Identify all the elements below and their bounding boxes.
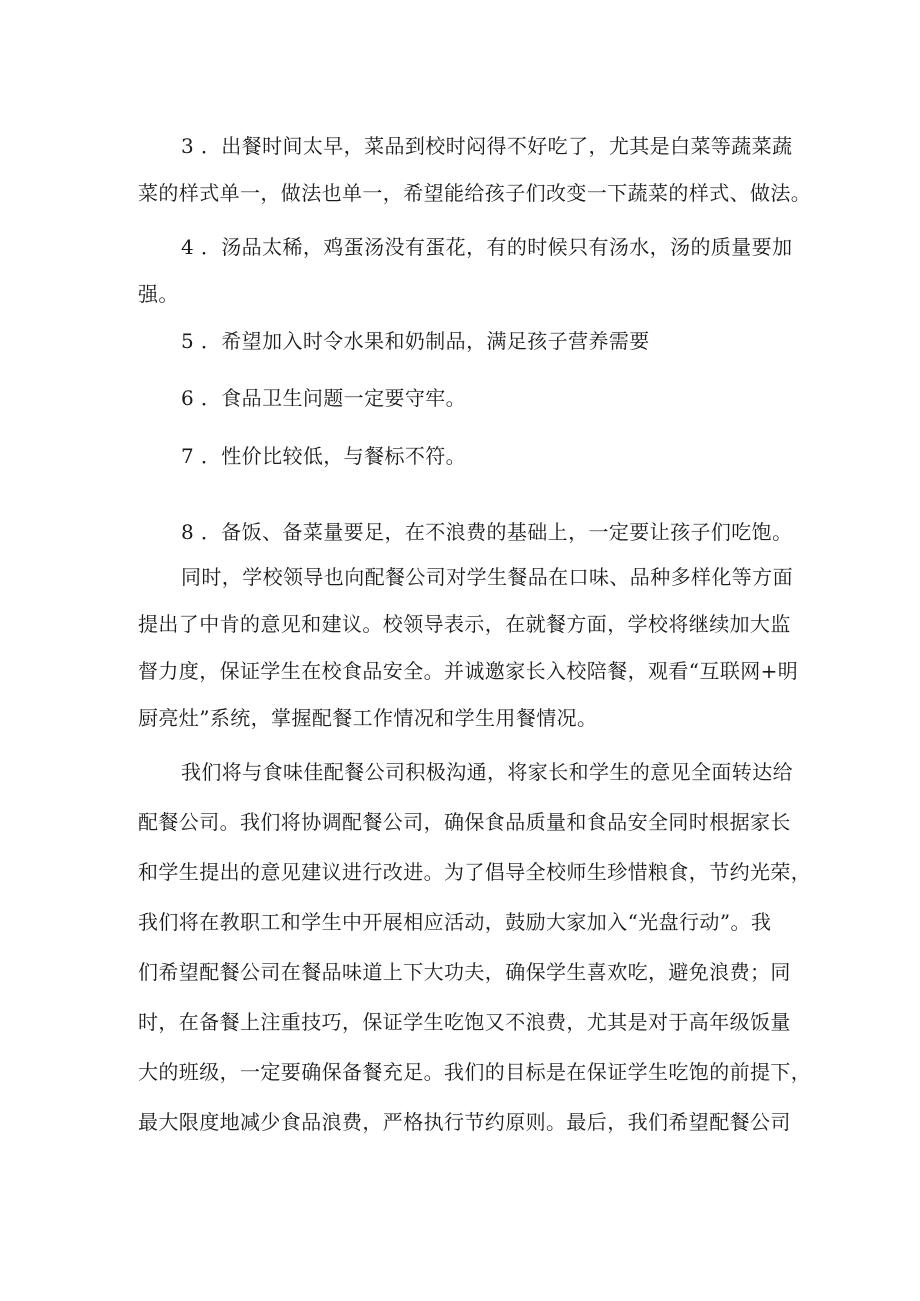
list-item-4-line-1: 4 ．汤品太稀，鸡蛋汤没有蛋花，有的时候只有汤水，汤的质量要加 <box>181 235 793 259</box>
paragraph-1-line-3: 督力度，保证学生在校食品安全。并诚邀家长入校陪餐，观看“互联网+明 <box>138 659 799 683</box>
paragraph-2-line-3: 和学生提出的意见建议进行改进。为了倡导全校师生珍惜粮食，节约光荣， <box>138 860 812 884</box>
paragraph-1-line-1: 同时，学校领导也向配餐公司对学生餐品在口味、品种多样化等方面 <box>181 565 793 589</box>
list-item-4-line-2: 强。 <box>138 282 179 306</box>
list-item-3-line-2: 菜的样式单一，做法也单一，希望能给孩子们改变一下蔬菜的样式、做法。 <box>138 181 812 205</box>
list-item-3-line-1: 3 ．出餐时间太早，菜品到校时闷得不好吃了，尤其是白菜等蔬菜蔬 <box>181 134 793 158</box>
list-item-8: 8 ．备饭、备菜量要足，在不浪费的基础上，一定要让孩子们吃饱。 <box>181 520 793 544</box>
paragraph-2-line-1: 我们将与食味佳配餐公司积极沟通，将家长和学生的意见全面转达给 <box>181 760 793 784</box>
paragraph-2-line-5: 们希望配餐公司在餐品味道上下大功夫，确保学生喜欢吃，避免浪费；同 <box>138 960 791 984</box>
paragraph-2-line-6: 时，在备餐上注重技巧，保证学生吃饱又不浪费，尤其是对于高年级饭量 <box>138 1010 791 1034</box>
list-item-5: 5 ．希望加入时令水果和奶制品，满足孩子营养需要 <box>181 329 650 353</box>
paragraph-2-line-8: 最大限度地减少食品浪费，严格执行节约原则。最后，我们希望配餐公司 <box>138 1110 791 1134</box>
paragraph-2-line-4: 我们将在教职工和学生中开展相应活动，鼓励大家加入“光盘行动”。我 <box>138 910 772 934</box>
paragraph-1-line-4: 厨亮灶”系统，掌握配餐工作情况和学生用餐情况。 <box>138 706 598 730</box>
list-item-7: 7 ．性价比较低，与餐标不符。 <box>181 444 467 468</box>
paragraph-2-line-2: 配餐公司。我们将协调配餐公司，确保食品质量和食品安全同时根据家长 <box>138 810 791 834</box>
paragraph-2-line-7: 大的班级，一定要确保备餐充足。我们的目标是在保证学生吃饱的前提下， <box>138 1060 812 1084</box>
list-item-6: 6 ．食品卫生问题一定要守牢。 <box>181 386 467 410</box>
paragraph-1-line-2: 提出了中肯的意见和建议。校领导表示，在就餐方面，学校将继续加大监 <box>138 612 791 636</box>
